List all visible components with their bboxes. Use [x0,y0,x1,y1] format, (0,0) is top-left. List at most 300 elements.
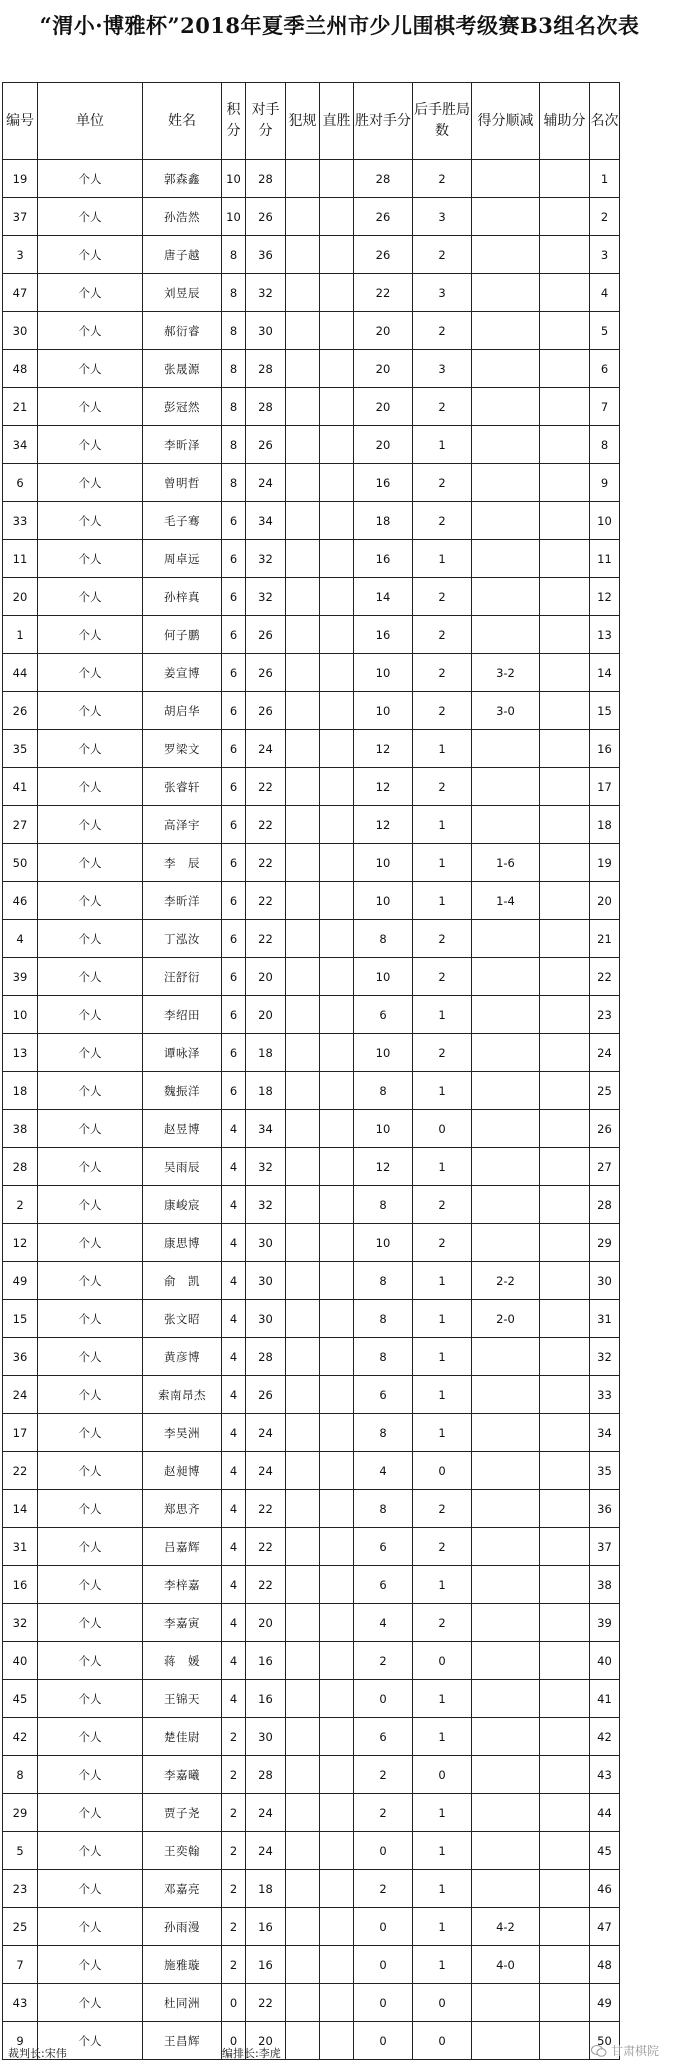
cell-name: 张睿轩 [143,768,222,806]
cell-number: 50 [3,844,38,882]
cell-opponent-score: 32 [246,274,286,312]
cell-direct-win [320,1452,354,1490]
cell-direct-win [320,1604,354,1642]
cell-second-hand-wins: 2 [413,692,472,730]
table-row [3,464,620,502]
cell-second-hand-wins: 2 [413,578,472,616]
table-row [3,920,620,958]
cell-second-hand-wins: 1 [413,1946,472,1984]
cell-beaten-opponent-score: 10 [354,1034,413,1072]
cell-direct-win [320,654,354,692]
cell-auxiliary [540,1224,590,1262]
cell-points: 2 [222,1794,246,1832]
cell-auxiliary [540,578,590,616]
cell-points: 8 [222,426,246,464]
cell-auxiliary [540,1528,590,1566]
cell-opponent-score: 24 [246,1452,286,1490]
cell-points: 0 [222,1984,246,2022]
cell-foul [286,236,320,274]
cell-unit: 个人 [38,654,143,692]
cell-rank: 38 [590,1566,620,1604]
cell-foul [286,1832,320,1870]
cell-points: 2 [222,1946,246,1984]
cell-number: 20 [3,578,38,616]
cell-second-hand-wins: 2 [413,958,472,996]
cell-number: 12 [3,1224,38,1262]
cell-beaten-opponent-score: 12 [354,806,413,844]
cell-foul [286,1300,320,1338]
cell-points: 2 [222,1870,246,1908]
cell-auxiliary [540,1300,590,1338]
cell-rank: 24 [590,1034,620,1072]
cell-auxiliary [540,1984,590,2022]
cell-score-reduction [472,426,540,464]
cell-points: 4 [222,1300,246,1338]
cell-direct-win [320,768,354,806]
cell-number: 4 [3,920,38,958]
cell-beaten-opponent-score: 8 [354,920,413,958]
cell-number: 24 [3,1376,38,1414]
cell-score-reduction [472,274,540,312]
cell-points: 10 [222,160,246,198]
cell-beaten-opponent-score: 28 [354,160,413,198]
cell-beaten-opponent-score: 16 [354,616,413,654]
cell-opponent-score: 24 [246,1414,286,1452]
cell-rank: 10 [590,502,620,540]
cell-second-hand-wins: 1 [413,1908,472,1946]
cell-unit: 个人 [38,1908,143,1946]
cell-beaten-opponent-score: 14 [354,578,413,616]
cell-points: 4 [222,1490,246,1528]
table-row [3,1718,620,1756]
cell-number: 32 [3,1604,38,1642]
cell-score-reduction [472,160,540,198]
cell-rank: 34 [590,1414,620,1452]
cell-direct-win [320,1794,354,1832]
cell-foul [286,1224,320,1262]
header-col-foul: 犯规 [286,83,320,160]
cell-score-reduction [472,1072,540,1110]
cell-points: 6 [222,502,246,540]
cell-opponent-score: 30 [246,1262,286,1300]
cell-number: 48 [3,350,38,388]
cell-opponent-score: 30 [246,1718,286,1756]
cell-points: 6 [222,616,246,654]
cell-unit: 个人 [38,426,143,464]
table-row [3,806,620,844]
table-body [3,160,620,2060]
table-row [3,844,620,882]
cell-rank: 32 [590,1338,620,1376]
header-col-number: 编号 [3,83,38,160]
table-row [3,578,620,616]
cell-beaten-opponent-score: 8 [354,1300,413,1338]
cell-auxiliary [540,692,590,730]
cell-rank: 19 [590,844,620,882]
cell-beaten-opponent-score: 26 [354,236,413,274]
cell-foul [286,616,320,654]
cell-beaten-opponent-score: 0 [354,1832,413,1870]
cell-auxiliary [540,1794,590,1832]
cell-unit: 个人 [38,996,143,1034]
cell-rank: 35 [590,1452,620,1490]
cell-unit: 个人 [38,2022,143,2060]
table-row [3,1072,620,1110]
cell-points: 6 [222,882,246,920]
cell-foul [286,1642,320,1680]
cell-opponent-score: 24 [246,1832,286,1870]
cell-rank: 22 [590,958,620,996]
cell-second-hand-wins: 2 [413,464,472,502]
cell-foul [286,1794,320,1832]
cell-number: 8 [3,1756,38,1794]
watermark [591,2042,659,2059]
cell-points: 8 [222,388,246,426]
cell-points: 6 [222,768,246,806]
cell-direct-win [320,1756,354,1794]
cell-beaten-opponent-score: 0 [354,1946,413,1984]
cell-rank: 4 [590,274,620,312]
cell-auxiliary [540,1756,590,1794]
cell-auxiliary [540,1186,590,1224]
cell-name: 张文昭 [143,1300,222,1338]
cell-opponent-score: 22 [246,1566,286,1604]
cell-number: 30 [3,312,38,350]
cell-auxiliary [540,844,590,882]
cell-second-hand-wins: 1 [413,1718,472,1756]
cell-rank: 43 [590,1756,620,1794]
cell-auxiliary [540,1034,590,1072]
cell-foul [286,312,320,350]
cell-beaten-opponent-score: 20 [354,388,413,426]
cell-number: 38 [3,1110,38,1148]
cell-direct-win [320,1984,354,2022]
cell-name: 罗梁文 [143,730,222,768]
cell-opponent-score: 22 [246,882,286,920]
cell-rank: 33 [590,1376,620,1414]
cell-beaten-opponent-score: 22 [354,274,413,312]
cell-opponent-score: 36 [246,236,286,274]
cell-direct-win [320,1376,354,1414]
table-row [3,1756,620,1794]
header-col-opponent-score: 对手分 [246,83,286,160]
cell-score-reduction [472,1452,540,1490]
cell-score-reduction [472,1794,540,1832]
cell-score-reduction [472,236,540,274]
cell-rank: 20 [590,882,620,920]
cell-points: 0 [222,2022,246,2060]
cell-auxiliary [540,1072,590,1110]
cell-auxiliary [540,312,590,350]
cell-unit: 个人 [38,882,143,920]
cell-auxiliary [540,1110,590,1148]
cell-number: 2 [3,1186,38,1224]
cell-opponent-score: 28 [246,388,286,426]
cell-direct-win [320,1718,354,1756]
cell-rank: 6 [590,350,620,388]
cell-beaten-opponent-score: 12 [354,1148,413,1186]
cell-number: 42 [3,1718,38,1756]
cell-foul [286,1756,320,1794]
cell-foul [286,198,320,236]
cell-direct-win [320,426,354,464]
cell-opponent-score: 32 [246,540,286,578]
cell-number: 17 [3,1414,38,1452]
cell-second-hand-wins: 1 [413,1300,472,1338]
cell-foul [286,1376,320,1414]
cell-foul [286,502,320,540]
cell-direct-win [320,1034,354,1072]
cell-auxiliary [540,350,590,388]
cell-second-hand-wins: 3 [413,350,472,388]
cell-beaten-opponent-score: 18 [354,502,413,540]
table-row [3,1642,620,1680]
cell-name: 孙浩然 [143,198,222,236]
cell-score-reduction [472,1984,540,2022]
cell-opponent-score: 28 [246,160,286,198]
cell-score-reduction [472,1642,540,1680]
cell-beaten-opponent-score: 20 [354,350,413,388]
cell-direct-win [320,1946,354,1984]
cell-second-hand-wins: 1 [413,1794,472,1832]
cell-rank: 21 [590,920,620,958]
cell-auxiliary [540,1680,590,1718]
cell-direct-win [320,388,354,426]
cell-rank: 11 [590,540,620,578]
cell-beaten-opponent-score: 0 [354,1908,413,1946]
cell-score-reduction [472,1034,540,1072]
cell-opponent-score: 22 [246,1490,286,1528]
cell-auxiliary [540,1414,590,1452]
cell-opponent-score: 34 [246,1110,286,1148]
cell-points: 6 [222,1034,246,1072]
cell-opponent-score: 16 [246,1642,286,1680]
cell-unit: 个人 [38,1224,143,1262]
cell-score-reduction [472,1870,540,1908]
cell-opponent-score: 20 [246,958,286,996]
cell-score-reduction [472,198,540,236]
cell-beaten-opponent-score: 8 [354,1414,413,1452]
cell-name: 索南昂杰 [143,1376,222,1414]
cell-direct-win [320,1566,354,1604]
cell-name: 王奕翰 [143,1832,222,1870]
cell-beaten-opponent-score: 10 [354,882,413,920]
cell-opponent-score: 30 [246,1224,286,1262]
cell-foul [286,388,320,426]
cell-name: 李嘉寅 [143,1604,222,1642]
cell-unit: 个人 [38,1566,143,1604]
cell-score-reduction [472,1756,540,1794]
cell-name: 吕嘉辉 [143,1528,222,1566]
cell-unit: 个人 [38,1034,143,1072]
cell-direct-win [320,1414,354,1452]
cell-number: 7 [3,1946,38,1984]
cell-rank: 44 [590,1794,620,1832]
cell-beaten-opponent-score: 10 [354,692,413,730]
table-row [3,1148,620,1186]
cell-number: 45 [3,1680,38,1718]
cell-points: 6 [222,730,246,768]
table-row [3,1680,620,1718]
header-col-score-reduction: 得分顺减 [472,83,540,160]
cell-foul [286,464,320,502]
cell-opponent-score: 30 [246,312,286,350]
cell-number: 46 [3,882,38,920]
cell-name: 丁泓汝 [143,920,222,958]
cell-second-hand-wins: 2 [413,768,472,806]
header-col-rank: 名次 [590,83,620,160]
cell-opponent-score: 18 [246,1870,286,1908]
cell-unit: 个人 [38,1984,143,2022]
cell-name: 李昊洲 [143,1414,222,1452]
cell-second-hand-wins: 2 [413,920,472,958]
cell-unit: 个人 [38,768,143,806]
cell-auxiliary [540,464,590,502]
cell-points: 2 [222,1832,246,1870]
cell-number: 49 [3,1262,38,1300]
cell-foul [286,996,320,1034]
cell-unit: 个人 [38,1756,143,1794]
cell-unit: 个人 [38,616,143,654]
cell-rank: 15 [590,692,620,730]
cell-unit: 个人 [38,806,143,844]
cell-direct-win [320,350,354,388]
cell-direct-win [320,1680,354,1718]
cell-beaten-opponent-score: 10 [354,1110,413,1148]
cell-foul [286,1110,320,1148]
cell-foul [286,1604,320,1642]
cell-direct-win [320,1642,354,1680]
cell-name: 张晟源 [143,350,222,388]
cell-rank: 12 [590,578,620,616]
cell-second-hand-wins: 0 [413,1452,472,1490]
cell-foul [286,654,320,692]
cell-direct-win [320,160,354,198]
cell-foul [286,920,320,958]
table-row [3,350,620,388]
cell-points: 6 [222,920,246,958]
cell-rank: 25 [590,1072,620,1110]
cell-direct-win [320,1908,354,1946]
cell-number: 44 [3,654,38,692]
cell-opponent-score: 32 [246,1186,286,1224]
cell-score-reduction [472,464,540,502]
cell-second-hand-wins: 2 [413,1186,472,1224]
cell-second-hand-wins: 2 [413,616,472,654]
cell-opponent-score: 28 [246,350,286,388]
cell-points: 4 [222,1262,246,1300]
cell-opponent-score: 26 [246,692,286,730]
cell-second-hand-wins: 1 [413,1566,472,1604]
cell-direct-win [320,1262,354,1300]
cell-auxiliary [540,426,590,464]
cell-points: 4 [222,1680,246,1718]
cell-number: 29 [3,1794,38,1832]
cell-rank: 3 [590,236,620,274]
cell-unit: 个人 [38,1338,143,1376]
cell-points: 4 [222,1186,246,1224]
cell-unit: 个人 [38,1452,143,1490]
cell-direct-win [320,1832,354,1870]
cell-rank: 16 [590,730,620,768]
cell-foul [286,1452,320,1490]
cell-rank: 5 [590,312,620,350]
cell-unit: 个人 [38,920,143,958]
cell-number: 6 [3,464,38,502]
cell-score-reduction [472,996,540,1034]
cell-unit: 个人 [38,1110,143,1148]
cell-direct-win [320,502,354,540]
cell-score-reduction [472,1680,540,1718]
cell-foul [286,692,320,730]
table-row [3,616,620,654]
header-col-name: 姓名 [143,83,222,160]
cell-second-hand-wins: 1 [413,806,472,844]
cell-rank: 23 [590,996,620,1034]
table-row [3,1414,620,1452]
cell-name: 李梓嘉 [143,1566,222,1604]
cell-unit: 个人 [38,312,143,350]
cell-opponent-score: 20 [246,1604,286,1642]
cell-points: 6 [222,806,246,844]
cell-direct-win [320,844,354,882]
cell-name: 孙雨漫 [143,1908,222,1946]
cell-rank: 27 [590,1148,620,1186]
cell-direct-win [320,274,354,312]
cell-second-hand-wins: 1 [413,730,472,768]
cell-direct-win [320,1224,354,1262]
cell-unit: 个人 [38,1870,143,1908]
cell-foul [286,578,320,616]
cell-score-reduction: 3-0 [472,692,540,730]
cell-name: 郑思齐 [143,1490,222,1528]
cell-auxiliary [540,730,590,768]
cell-points: 4 [222,1376,246,1414]
cell-points: 4 [222,1414,246,1452]
cell-opponent-score: 24 [246,1794,286,1832]
cell-number: 43 [3,1984,38,2022]
cell-score-reduction [472,1224,540,1262]
cell-score-reduction [472,768,540,806]
cell-name: 胡启华 [143,692,222,730]
cell-name: 黄彦博 [143,1338,222,1376]
cell-beaten-opponent-score: 2 [354,1642,413,1680]
cell-direct-win [320,958,354,996]
cell-points: 4 [222,1566,246,1604]
cell-score-reduction [472,1338,540,1376]
cell-name: 俞 凯 [143,1262,222,1300]
cell-number: 39 [3,958,38,996]
cell-second-hand-wins: 1 [413,882,472,920]
cell-name: 唐子越 [143,236,222,274]
footer [0,2042,679,2062]
cell-beaten-opponent-score: 10 [354,1224,413,1262]
cell-rank: 14 [590,654,620,692]
cell-auxiliary [540,1566,590,1604]
cell-opponent-score: 16 [246,1946,286,1984]
cell-auxiliary [540,958,590,996]
cell-beaten-opponent-score: 10 [354,958,413,996]
cell-number: 16 [3,1566,38,1604]
table-row [3,1604,620,1642]
cell-name: 孙梓真 [143,578,222,616]
cell-second-hand-wins: 0 [413,1110,472,1148]
cell-unit: 个人 [38,1490,143,1528]
cell-auxiliary [540,274,590,312]
cell-opponent-score: 22 [246,844,286,882]
cell-auxiliary [540,806,590,844]
cell-number: 11 [3,540,38,578]
